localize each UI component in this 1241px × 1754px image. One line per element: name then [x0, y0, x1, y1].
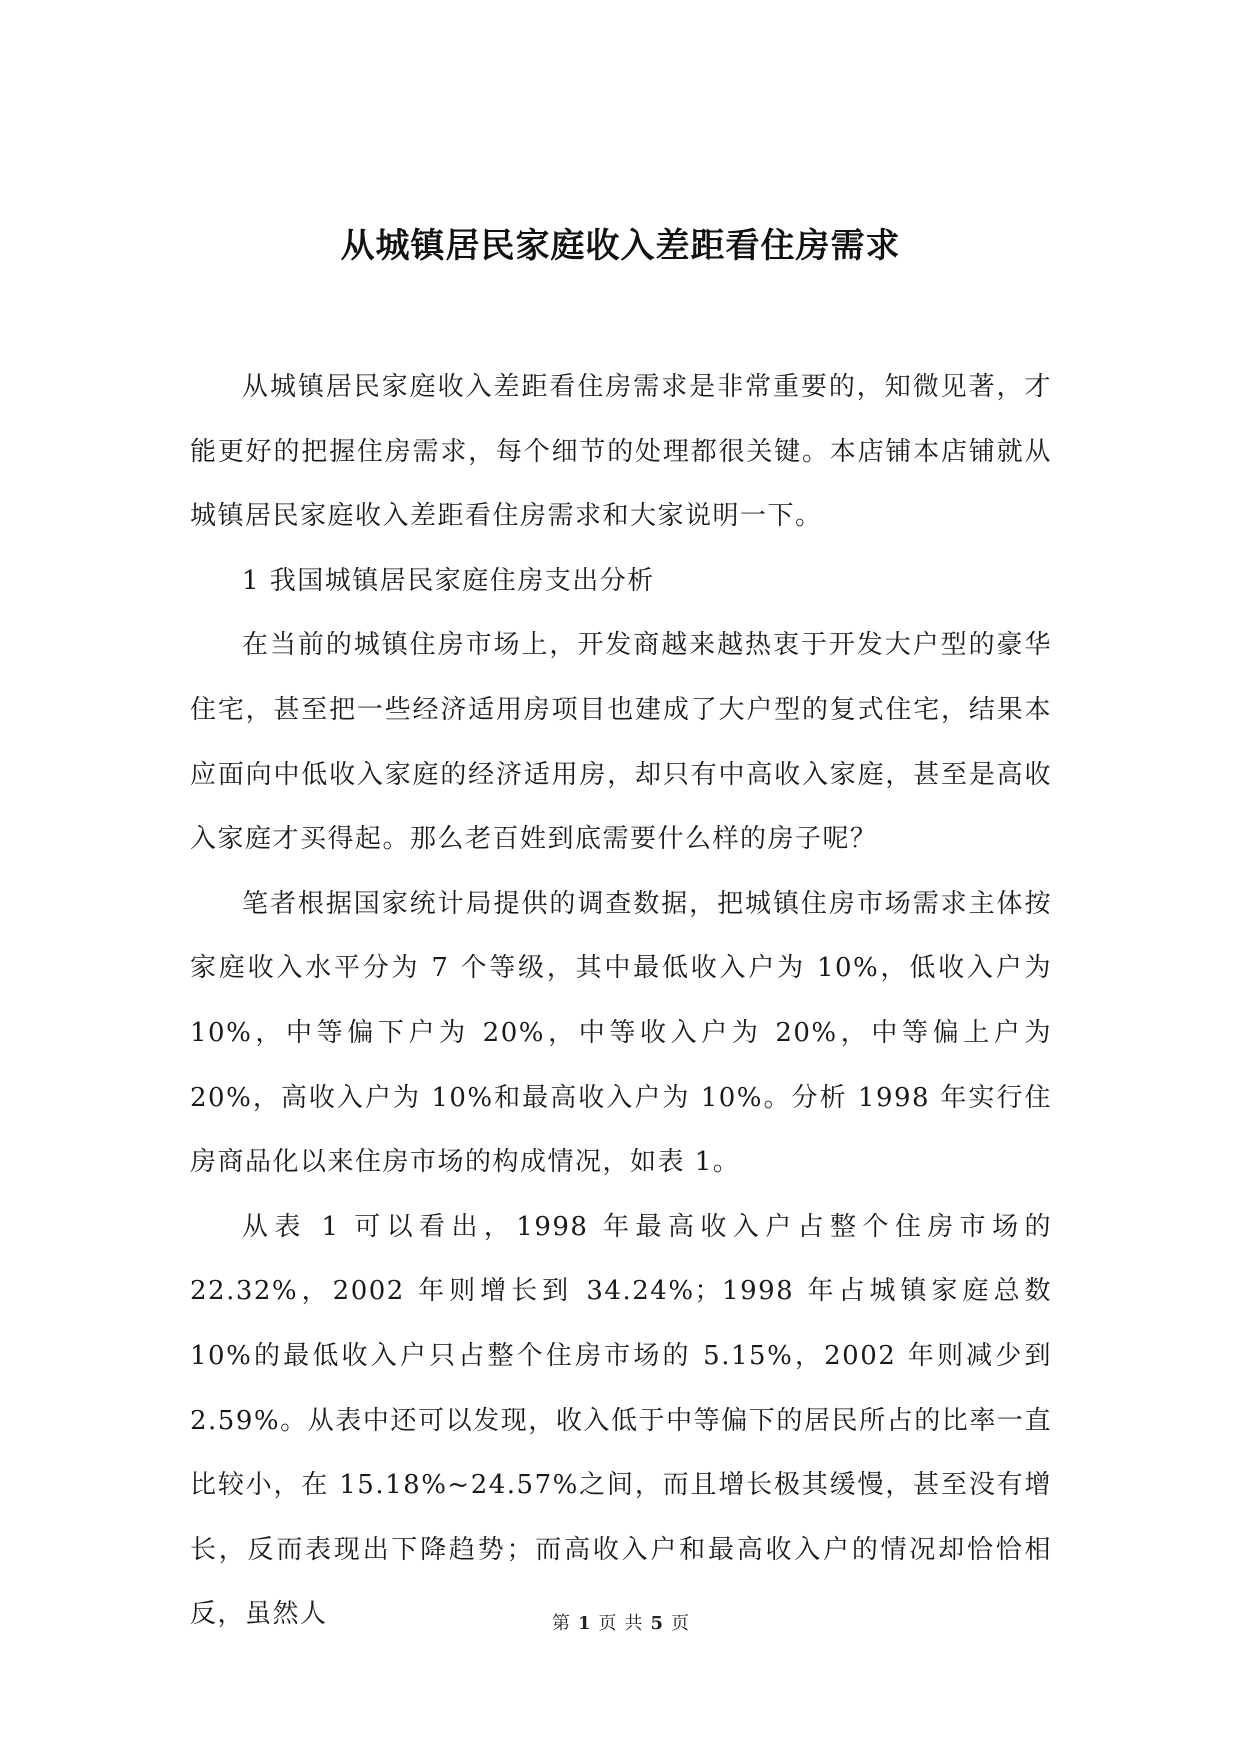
footer-total-unit: 页: [671, 1613, 690, 1634]
document-title: 从城镇居民家庭收入差距看住房需求: [340, 226, 901, 266]
paragraph-market: 在当前的城镇住房市场上，开发商越来越热衷于开发大户型的豪华住宅，甚至把一些经济适用房项目也建成了大户型的复式住宅，结果本应面向中低收入家庭的经济适用房，却只有中高收入家庭，甚至是高收入家庭才买得起。那么老百姓到底需要什么样的房子呢？: [190, 630, 1052, 855]
footer-total-prefix: 共: [624, 1613, 643, 1634]
footer-prefix: 第: [551, 1613, 570, 1634]
page-footer: [0, 1612, 1241, 1636]
paragraph-income-levels: 笔者根据国家统计局提供的调查数据，把城镇住房市场需求主体按家庭收入水平分为 7 个等级，其中最低收入户为 10%，低收入户为 10%，中等偏下户为 20%，中等收入户为 20%，中等偏上户为 20%，高收入户为 10%和最高收入户为 10%。分析 1998 年实行住房商品化以来住房市场的构成情况，如表 1。: [190, 888, 1052, 1178]
paragraph-table-analysis: 从表 1 可以看出，1998 年最高收入户占整个住房市场的 22.32%，2002 年则增长到 34.24%；1998 年占城镇家庭总数 10%的最低收入户只占整个住房市场的 5.15%，2002 年则减少到 2.59%。从表中还可以发现，收入低于中等偏下的居民所占的比率一直比较小，在 15.18%~24.57%之间，而且增长极其缓慢，甚至没有增长，反而表现出下降趋势；而高收入户和最高收入户的情况却恰恰相反，虽然人: [190, 1211, 1052, 1630]
footer-page-unit: 页: [598, 1613, 617, 1634]
document-body: [190, 355, 1052, 1647]
footer-page-number: 1: [577, 1613, 591, 1634]
paragraph-intro: 从城镇居民家庭收入差距看住房需求是非常重要的，知微见著，才能更好的把握住房需求，每个细节的处理都很关键。本店铺本店铺就从城镇居民家庭收入差距看住房需求和大家说明一下。: [190, 372, 1052, 532]
section-heading: 1 我国城镇居民家庭住房支出分析: [242, 565, 655, 596]
footer-total-pages: 5: [650, 1613, 664, 1634]
